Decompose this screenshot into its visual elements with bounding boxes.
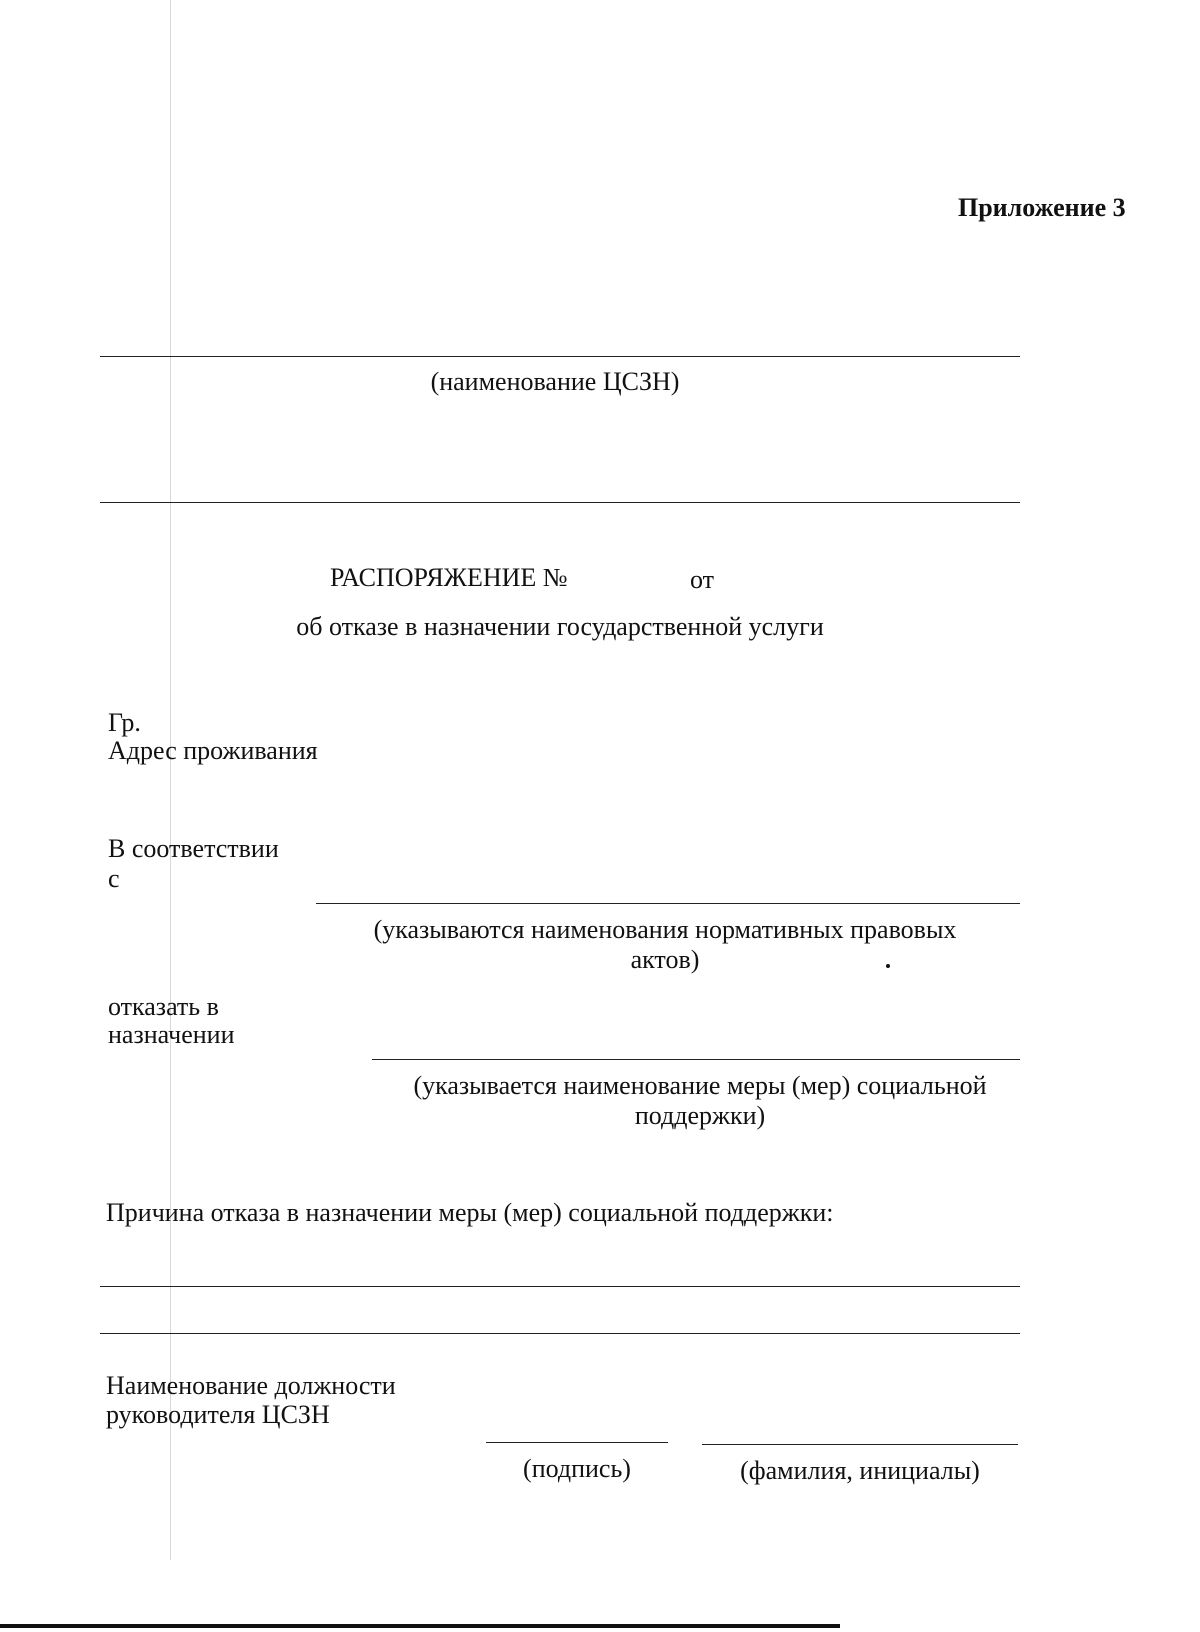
legal-basis-line <box>316 903 1020 904</box>
citizen-label: Гр. <box>108 708 141 737</box>
order-title: РАСПОРЯЖЕНИЕ № <box>330 563 568 592</box>
signature-line <box>486 1442 668 1443</box>
order-date-label: от <box>690 565 715 594</box>
position-label-line2: руководителя ЦСЗН <box>106 1400 330 1429</box>
signature-caption: (подпись) <box>523 1454 631 1483</box>
legal-basis-label-line2: с <box>108 864 120 893</box>
reason-line-1 <box>100 1286 1020 1287</box>
name-line <box>702 1444 1018 1445</box>
reason-line-2 <box>100 1333 1020 1334</box>
legal-basis-label-line1: В соответствии <box>108 834 279 863</box>
org-name-caption: (наименование ЦСЗН) <box>430 367 680 396</box>
legal-basis-caption-line2: актов) <box>630 945 700 974</box>
org-name-line <box>100 356 1020 357</box>
refusal-label-line2: назначении <box>108 1020 235 1049</box>
refusal-caption-line1: (указывается наименование меры (мер) социальной <box>413 1071 987 1100</box>
refusal-line <box>372 1059 1020 1060</box>
stray-dot <box>886 964 890 968</box>
reason-label: Причина отказа в назначении меры (мер) социальной поддержки: <box>106 1198 834 1227</box>
name-caption: (фамилия, инициалы) <box>740 1456 980 1485</box>
refusal-label-line1: отказать в <box>108 992 219 1021</box>
refusal-caption-line2: поддержки) <box>634 1101 766 1130</box>
address-label: Адрес проживания <box>108 736 318 765</box>
legal-basis-caption-line1: (указываются наименования нормативных правовых <box>373 915 957 944</box>
scan-artifact-line <box>170 0 171 1560</box>
order-subtitle: об отказе в назначении государственной услуги <box>296 612 824 641</box>
position-label-line1: Наименование должности <box>106 1371 396 1400</box>
appendix-label: Приложение 3 <box>958 193 1126 222</box>
scan-bottom-edge <box>0 1624 840 1628</box>
org-second-line <box>100 502 1020 503</box>
